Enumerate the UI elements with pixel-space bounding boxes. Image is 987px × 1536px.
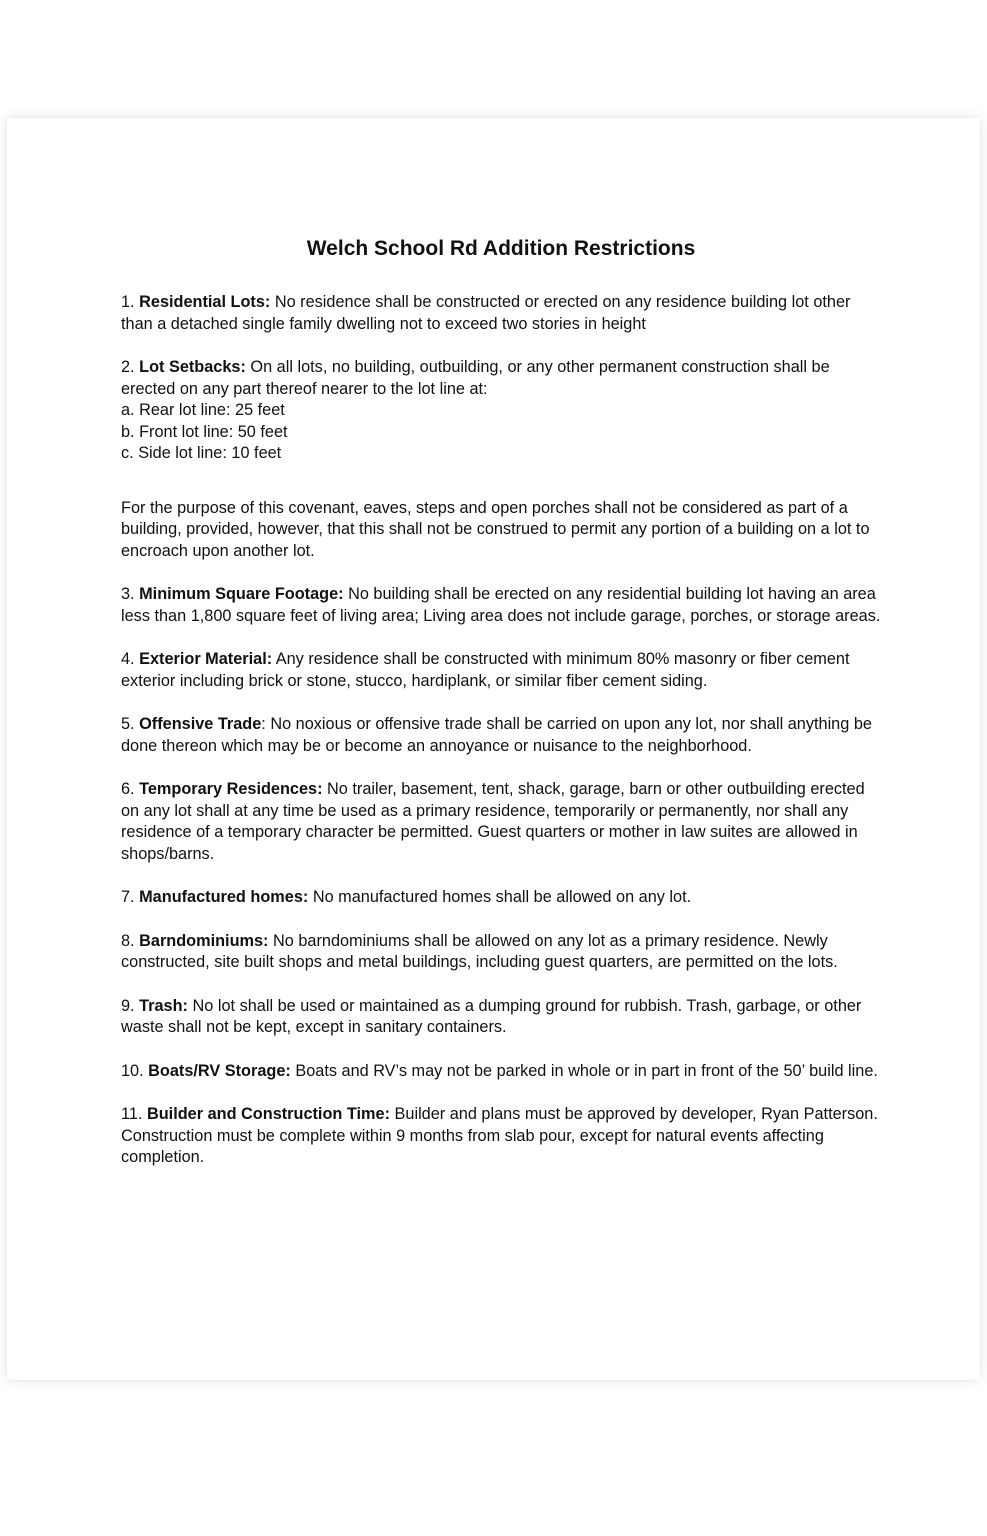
- item-text: No residence shall be constructed or erected on any residence building lot other than a detached single family dwelling not to exceed two stories in height: [121, 293, 851, 333]
- setback-rear: a. Rear lot line: 25 feet: [121, 401, 285, 419]
- item-number: 6.: [121, 780, 135, 798]
- item-text: No building shall be erected on any residential building lot having an area less than 1,800 square feet of living area; Living area does not include garage, porches, or storage areas.: [121, 585, 881, 625]
- item-text: On all lots, no building, outbuilding, or any other permanent construction shall be erected on any part thereof nearer to the lot line at:: [121, 358, 830, 398]
- restriction-9: [121, 996, 881, 1039]
- item-number: 11.: [121, 1105, 143, 1123]
- item-text: No lot shall be used or maintained as a dumping ground for rubbish. Trash, garbage, or other waste shall not be kept, except in sanitary containers.: [121, 996, 862, 1036]
- item-number: 7.: [121, 888, 135, 906]
- restriction-8: [121, 931, 881, 974]
- covenant-note: [121, 498, 881, 563]
- item-number: 10.: [121, 1061, 144, 1080]
- restriction-11: [121, 1104, 881, 1169]
- item-text: No barndominiums shall be allowed on any lot as a primary residence. Newly constructed, site built shops and metal buildings, including guest quarters, are permitted on the lots.: [121, 931, 838, 971]
- restriction-1: [121, 292, 881, 335]
- item-number: 5.: [121, 715, 135, 733]
- item-heading: Barndominiums:: [139, 931, 269, 950]
- item-number: 2.: [121, 358, 135, 376]
- item-text: Builder and plans must be approved by developer, Ryan Patterson. Construction must be complete within 9 months from slab pour, except for natural events affecting completion.: [121, 1105, 878, 1166]
- item-text: Boats and RV’s may not be parked in whole or in part in front of the 50’ build line.: [295, 1061, 878, 1080]
- item-heading: Boats/RV Storage:: [148, 1061, 291, 1080]
- document-page: [7, 118, 980, 1380]
- restriction-2: [121, 357, 881, 465]
- item-heading: Lot Setbacks:: [139, 358, 246, 376]
- document-title: Welch School Rd Addition Restrictions: [306, 237, 696, 260]
- restriction-7: [121, 887, 881, 909]
- item-heading: Temporary Residences:: [139, 780, 323, 798]
- item-heading: Offensive Trade: [139, 715, 262, 733]
- restriction-3: [121, 584, 881, 627]
- item-heading: Builder and Construction Time:: [146, 1105, 390, 1123]
- setback-side: c. Side lot line: 10 feet: [121, 444, 282, 462]
- setback-front: b. Front lot line: 50 feet: [121, 422, 288, 441]
- item-number: 3.: [121, 585, 135, 603]
- item-heading: Residential Lots:: [139, 293, 271, 311]
- item-text: For the purpose of this covenant, eaves, steps and open porches shall not be considered as part of a building, provided, however, that this shall not be construed to permit any portion of a building on a lot to encroach upon another lot.: [121, 498, 870, 560]
- item-heading: Manufactured homes:: [139, 888, 309, 906]
- item-text: : No noxious or offensive trade shall be carried on upon any lot, nor shall anything be done thereon which may be or become an annoyance or nuisance to the neighborhood.: [121, 715, 872, 755]
- item-heading: Exterior Material:: [139, 650, 273, 668]
- restriction-10: [121, 1061, 881, 1083]
- item-heading: Minimum Square Footage:: [139, 585, 344, 603]
- item-number: 4.: [121, 650, 135, 668]
- item-number: 8.: [121, 931, 135, 950]
- restriction-4: [121, 649, 881, 692]
- restriction-5: [121, 714, 881, 757]
- item-number: 1.: [121, 293, 135, 311]
- document-content: [121, 236, 881, 1191]
- item-text: Any residence shall be constructed with minimum 80% masonry or fiber cement exterior including brick or stone, stucco, hardiplank, or similar fiber cement siding.: [121, 650, 850, 690]
- item-text: No trailer, basement, tent, shack, garage, barn or other outbuilding erected on any lot shall at any time be used as a primary residence, temporarily or permanently, nor shall any residence of a temporary character be permitted. Guest quarters or mother in law suites are allowed in shops/barns.: [121, 780, 865, 863]
- item-heading: Trash:: [139, 996, 188, 1015]
- item-text: No manufactured homes shall be allowed on any lot.: [312, 888, 692, 906]
- item-number: 9.: [121, 996, 135, 1015]
- restriction-6: [121, 779, 881, 865]
